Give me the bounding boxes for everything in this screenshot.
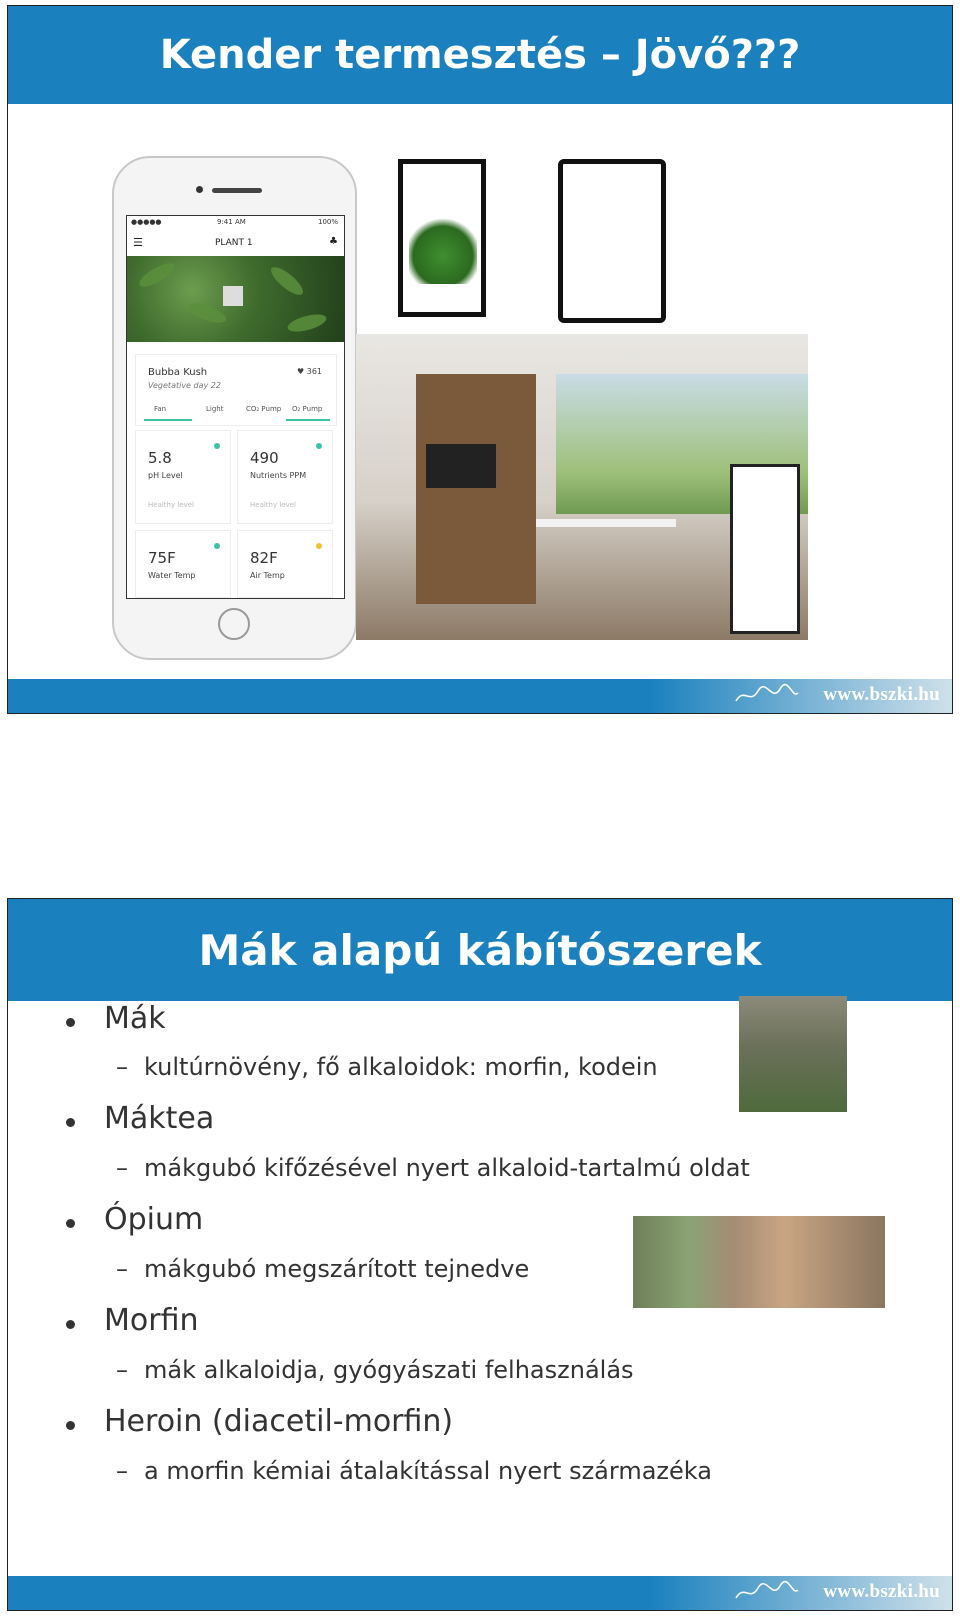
signature-logo-icon	[732, 1580, 802, 1604]
metric-label: Water Temp	[148, 571, 196, 580]
play-icon	[223, 286, 243, 306]
footer-url: www.bszki.hu	[823, 684, 940, 705]
grow-stage: Vegetative day 22	[148, 381, 221, 390]
phone-camera	[196, 186, 203, 193]
menu-icon: ☰	[133, 236, 143, 249]
tab-o2-pump: O₂ Pump	[292, 405, 323, 413]
grow-cabinet-open-image	[398, 159, 486, 317]
grow-cabinet-closed-image	[558, 159, 666, 323]
bullet-dot	[66, 1018, 75, 1027]
metric-air-temp	[237, 530, 333, 598]
grow-app-screen	[126, 215, 345, 599]
strain-card	[135, 354, 337, 426]
status-dot	[214, 443, 220, 449]
opium-harvest-image	[633, 1216, 885, 1308]
metric-value: 5.8	[148, 449, 172, 467]
sub-bullet-text: kultúrnövény, fő alkaloidok: morfin, kodein	[144, 1053, 658, 1081]
metric-hint: Healthy level	[250, 501, 296, 509]
footer-bar	[8, 1576, 952, 1610]
app-title: PLANT 1	[215, 238, 253, 248]
bullet-text: Morfin	[104, 1303, 199, 1338]
status-battery: 100%	[317, 218, 338, 226]
footer-bar	[8, 679, 952, 713]
metric-water-temp	[135, 530, 231, 598]
metric-label: pH Level	[148, 471, 183, 480]
likes-count: ♥ 361	[297, 367, 322, 376]
status-time: 9:41 AM	[217, 218, 246, 226]
metric-value: 82F	[250, 549, 278, 567]
bullet-dot	[66, 1320, 75, 1329]
sub-bullet-text: a morfin kémiai átalakítással nyert származéka	[144, 1457, 712, 1485]
metric-value: 75F	[148, 549, 176, 567]
smartphone-mockup	[112, 156, 357, 660]
metric-label: Air Temp	[250, 571, 285, 580]
bullet-text: Heroin (diacetil-morfin)	[104, 1404, 454, 1439]
metric-label: Nutrients PPM	[250, 471, 307, 480]
room-interior-image	[356, 334, 808, 640]
bullet-dot	[66, 1421, 75, 1430]
leaf-icon: ♣	[329, 236, 338, 247]
plant-photo	[127, 256, 344, 342]
metric-value: 490	[250, 449, 279, 467]
tab-light: Light	[206, 405, 224, 413]
bullet-text: Mák	[104, 1001, 166, 1036]
bullet-dot	[66, 1118, 75, 1127]
sub-bullet-dash: –	[116, 1053, 128, 1081]
slide-hemp-future	[7, 5, 953, 714]
strain-name: Bubba Kush	[148, 367, 208, 378]
tab-indicator-left	[144, 419, 192, 421]
signature-logo-icon	[732, 683, 802, 707]
poppy-field-image	[739, 996, 847, 1112]
status-bar	[127, 216, 344, 228]
phone-speaker	[212, 188, 262, 193]
bullet-text: Máktea	[104, 1101, 215, 1136]
footer-url: www.bszki.hu	[823, 1581, 940, 1602]
status-carrier: ●●●●●	[131, 218, 162, 226]
app-header	[127, 230, 344, 256]
sub-bullet-dash: –	[116, 1457, 128, 1485]
tab-co2-pump: CO₂ Pump	[246, 405, 282, 413]
slide-title: Kender termesztés – Jövő???	[8, 6, 952, 104]
metric-nutrients	[237, 430, 333, 524]
tab-indicator-right	[286, 419, 330, 421]
home-button	[218, 608, 250, 640]
sub-bullet-dash: –	[116, 1255, 128, 1283]
metric-ph	[135, 430, 231, 524]
sub-bullet-dash: –	[116, 1154, 128, 1182]
status-dot	[214, 543, 220, 549]
slide-title: Mák alapú kábítószerek	[8, 899, 952, 1001]
status-dot	[316, 443, 322, 449]
bullet-dot	[66, 1219, 75, 1228]
tab-fan: Fan	[154, 405, 167, 413]
sub-bullet-text: mák alkaloidja, gyógyászati felhasználás	[144, 1356, 634, 1384]
metric-hint: Healthy level	[148, 501, 194, 509]
status-dot	[316, 543, 322, 549]
sub-bullet-dash: –	[116, 1356, 128, 1384]
sub-bullet-text: mákgubó kifőzésével nyert alkaloid-tartalmú oldat	[144, 1154, 750, 1182]
sub-bullet-text: mákgubó megszárított tejnedve	[144, 1255, 530, 1283]
bullet-text: Ópium	[104, 1202, 204, 1237]
